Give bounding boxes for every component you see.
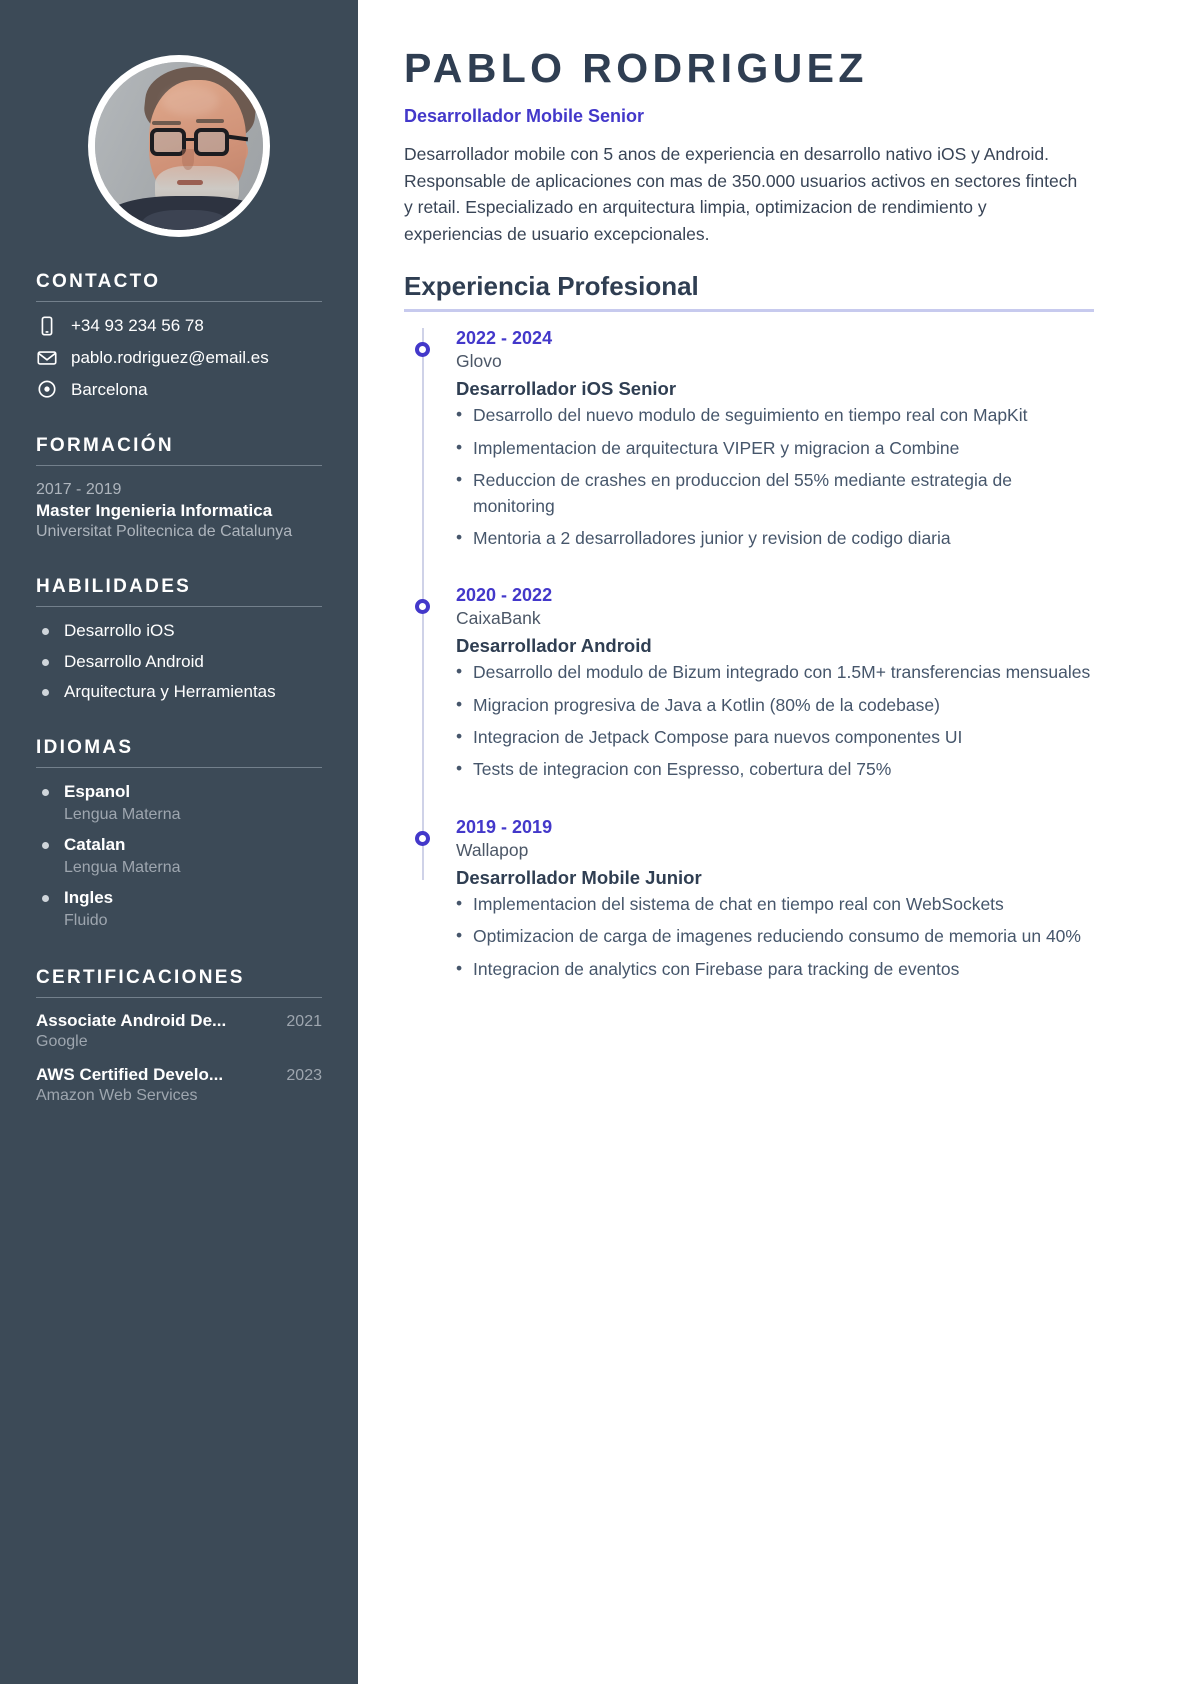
- certifications-heading: CERTIFICACIONES: [36, 966, 245, 988]
- list-item: • Optimizacion de carga de imagenes reduciendo consumo de memoria un 40%: [456, 924, 1094, 949]
- list-item: [36, 681, 322, 703]
- certifications-section: [36, 967, 322, 1105]
- list-item: • Reduccion de crashes en produccion del 55% mediante estrategia de monitoring: [456, 468, 1094, 519]
- experience-company: Glovo: [456, 351, 502, 372]
- contact-email[interactable]: [36, 347, 322, 369]
- list-item: [36, 781, 322, 826]
- certification-name: AWS Certified Develo...: [36, 1064, 224, 1084]
- education-dates: 2017 - 2019: [36, 481, 122, 498]
- certification-name: Associate Android De...: [36, 1010, 227, 1030]
- list-item: [36, 651, 322, 673]
- experience-bullets: [456, 660, 1094, 783]
- list-item: • Integracion de Jetpack Compose para nuevos componentes UI: [456, 725, 1094, 750]
- skills-section: [36, 576, 322, 702]
- experience-company: CaixaBank: [456, 608, 541, 629]
- timeline-dot-icon: [415, 831, 430, 846]
- list-item: • Integracion de analytics con Firebase para tracking de eventos: [456, 957, 1094, 982]
- page-title: PABLO RODRIGUEZ: [404, 45, 868, 91]
- sidebar: [0, 0, 358, 1684]
- experience-divider: [404, 309, 1094, 312]
- education-degree: Master Ingenieria Informatica: [36, 500, 273, 520]
- experience-dates: 2019 - 2019: [456, 816, 553, 837]
- certification-org: Google: [36, 1032, 88, 1050]
- certification-org: Amazon Web Services: [36, 1086, 198, 1104]
- language-level: Lengua Materna: [64, 859, 181, 877]
- skill-label: Desarrollo iOS: [64, 621, 175, 641]
- education-section: [36, 435, 322, 542]
- avatar: [88, 55, 270, 237]
- experience-bullets: [456, 403, 1094, 551]
- experience-dates: 2020 - 2022: [456, 585, 553, 606]
- language-name: Espanol: [64, 781, 131, 801]
- experience-bullets: [456, 892, 1094, 982]
- list-item: • Implementacion del sistema de chat en tiempo real con WebSockets: [456, 892, 1094, 917]
- experience-role: Desarrollador Mobile Junior: [456, 866, 702, 888]
- list-item: • Mentoria a 2 desarrolladores junior y revision de codigo diaria: [456, 526, 1094, 551]
- contact-location[interactable]: [36, 379, 322, 401]
- education-institution: Universitat Politecnica de Catalunya: [36, 523, 293, 541]
- list-item: • Tests de integracion con Espresso, cobertura del 75%: [456, 757, 1094, 782]
- certification-year: 2021: [286, 1012, 322, 1030]
- education-item: [36, 479, 322, 542]
- languages-divider: [36, 767, 322, 768]
- contact-email-value: pablo.rodriguez@email.es: [71, 348, 269, 367]
- list-item: • Desarrollo del modulo de Bizum integrado con 1.5M+ transferencias mensuales: [456, 660, 1094, 685]
- experience-role: Desarrollador iOS Senior: [456, 378, 677, 400]
- skill-label: Arquitectura y Herramientas: [64, 681, 276, 701]
- education-divider: [36, 465, 322, 466]
- list-item: [36, 1011, 322, 1051]
- contact-location-value: Barcelona: [71, 380, 148, 399]
- education-heading: FORMACIÓN: [36, 435, 174, 456]
- location-pin-icon: [36, 379, 58, 401]
- list-item: • Implementacion de arquitectura VIPER y migracion a Combine: [456, 436, 1094, 461]
- experience-role: Desarrollador Android: [456, 635, 652, 657]
- list-item: • Migracion progresiva de Java a Kotlin (80% de la codebase): [456, 693, 1094, 718]
- experience-item: [456, 585, 1094, 783]
- timeline-dot-icon: [415, 599, 430, 614]
- language-name: Ingles: [64, 888, 114, 908]
- timeline-dot-icon: [415, 342, 430, 357]
- contact-phone-value: +34 93 234 56 78: [71, 316, 204, 335]
- experience-company: Wallapop: [456, 839, 529, 860]
- skills-heading: HABILIDADES: [36, 576, 192, 598]
- contact-divider: [36, 301, 322, 302]
- list-item: • Desarrollo del nuevo modulo de seguimiento en tiempo real con MapKit: [456, 403, 1094, 428]
- skills-list: [36, 620, 322, 702]
- contact-phone[interactable]: [36, 315, 322, 337]
- experience-timeline: [404, 328, 1094, 982]
- language-level: Fluido: [64, 912, 108, 930]
- language-name: Catalan: [64, 835, 126, 854]
- experience-item: [456, 328, 1094, 551]
- certifications-divider: [36, 997, 322, 998]
- language-level: Lengua Materna: [64, 805, 181, 823]
- list-item: [36, 1065, 322, 1105]
- contact-heading: CONTACTO: [36, 271, 161, 292]
- languages-heading: IDIOMAS: [36, 736, 134, 758]
- skill-label: Desarrollo Android: [64, 651, 204, 671]
- list-item: [36, 620, 322, 642]
- main-content: [358, 0, 1190, 1684]
- experience-item: [456, 817, 1094, 982]
- profile-summary: Desarrollador mobile con 5 anos de experiencia en desarrollo nativo iOS y Android. Responsable de aplicaciones con mas de 350.000 usuarios activos en sectores fintech y retail. Especializado en arquitectura limpia, optimizacion de rendimiento y experiencias de usuario excepcionales.: [404, 144, 1078, 244]
- job-title-subtitle: Desarrollador Mobile Senior: [404, 106, 645, 127]
- phone-icon: [36, 315, 58, 337]
- languages-list: [36, 781, 322, 933]
- contact-section: [36, 271, 322, 401]
- experience-heading: Experiencia Profesional: [404, 271, 699, 302]
- profile-photo-icon: [95, 62, 263, 230]
- certification-year: 2023: [286, 1066, 322, 1084]
- envelope-icon: [36, 347, 58, 369]
- skills-divider: [36, 606, 322, 607]
- languages-section: [36, 737, 322, 933]
- list-item: [36, 834, 322, 879]
- list-item: [36, 887, 322, 932]
- experience-dates: 2022 - 2024: [456, 328, 553, 349]
